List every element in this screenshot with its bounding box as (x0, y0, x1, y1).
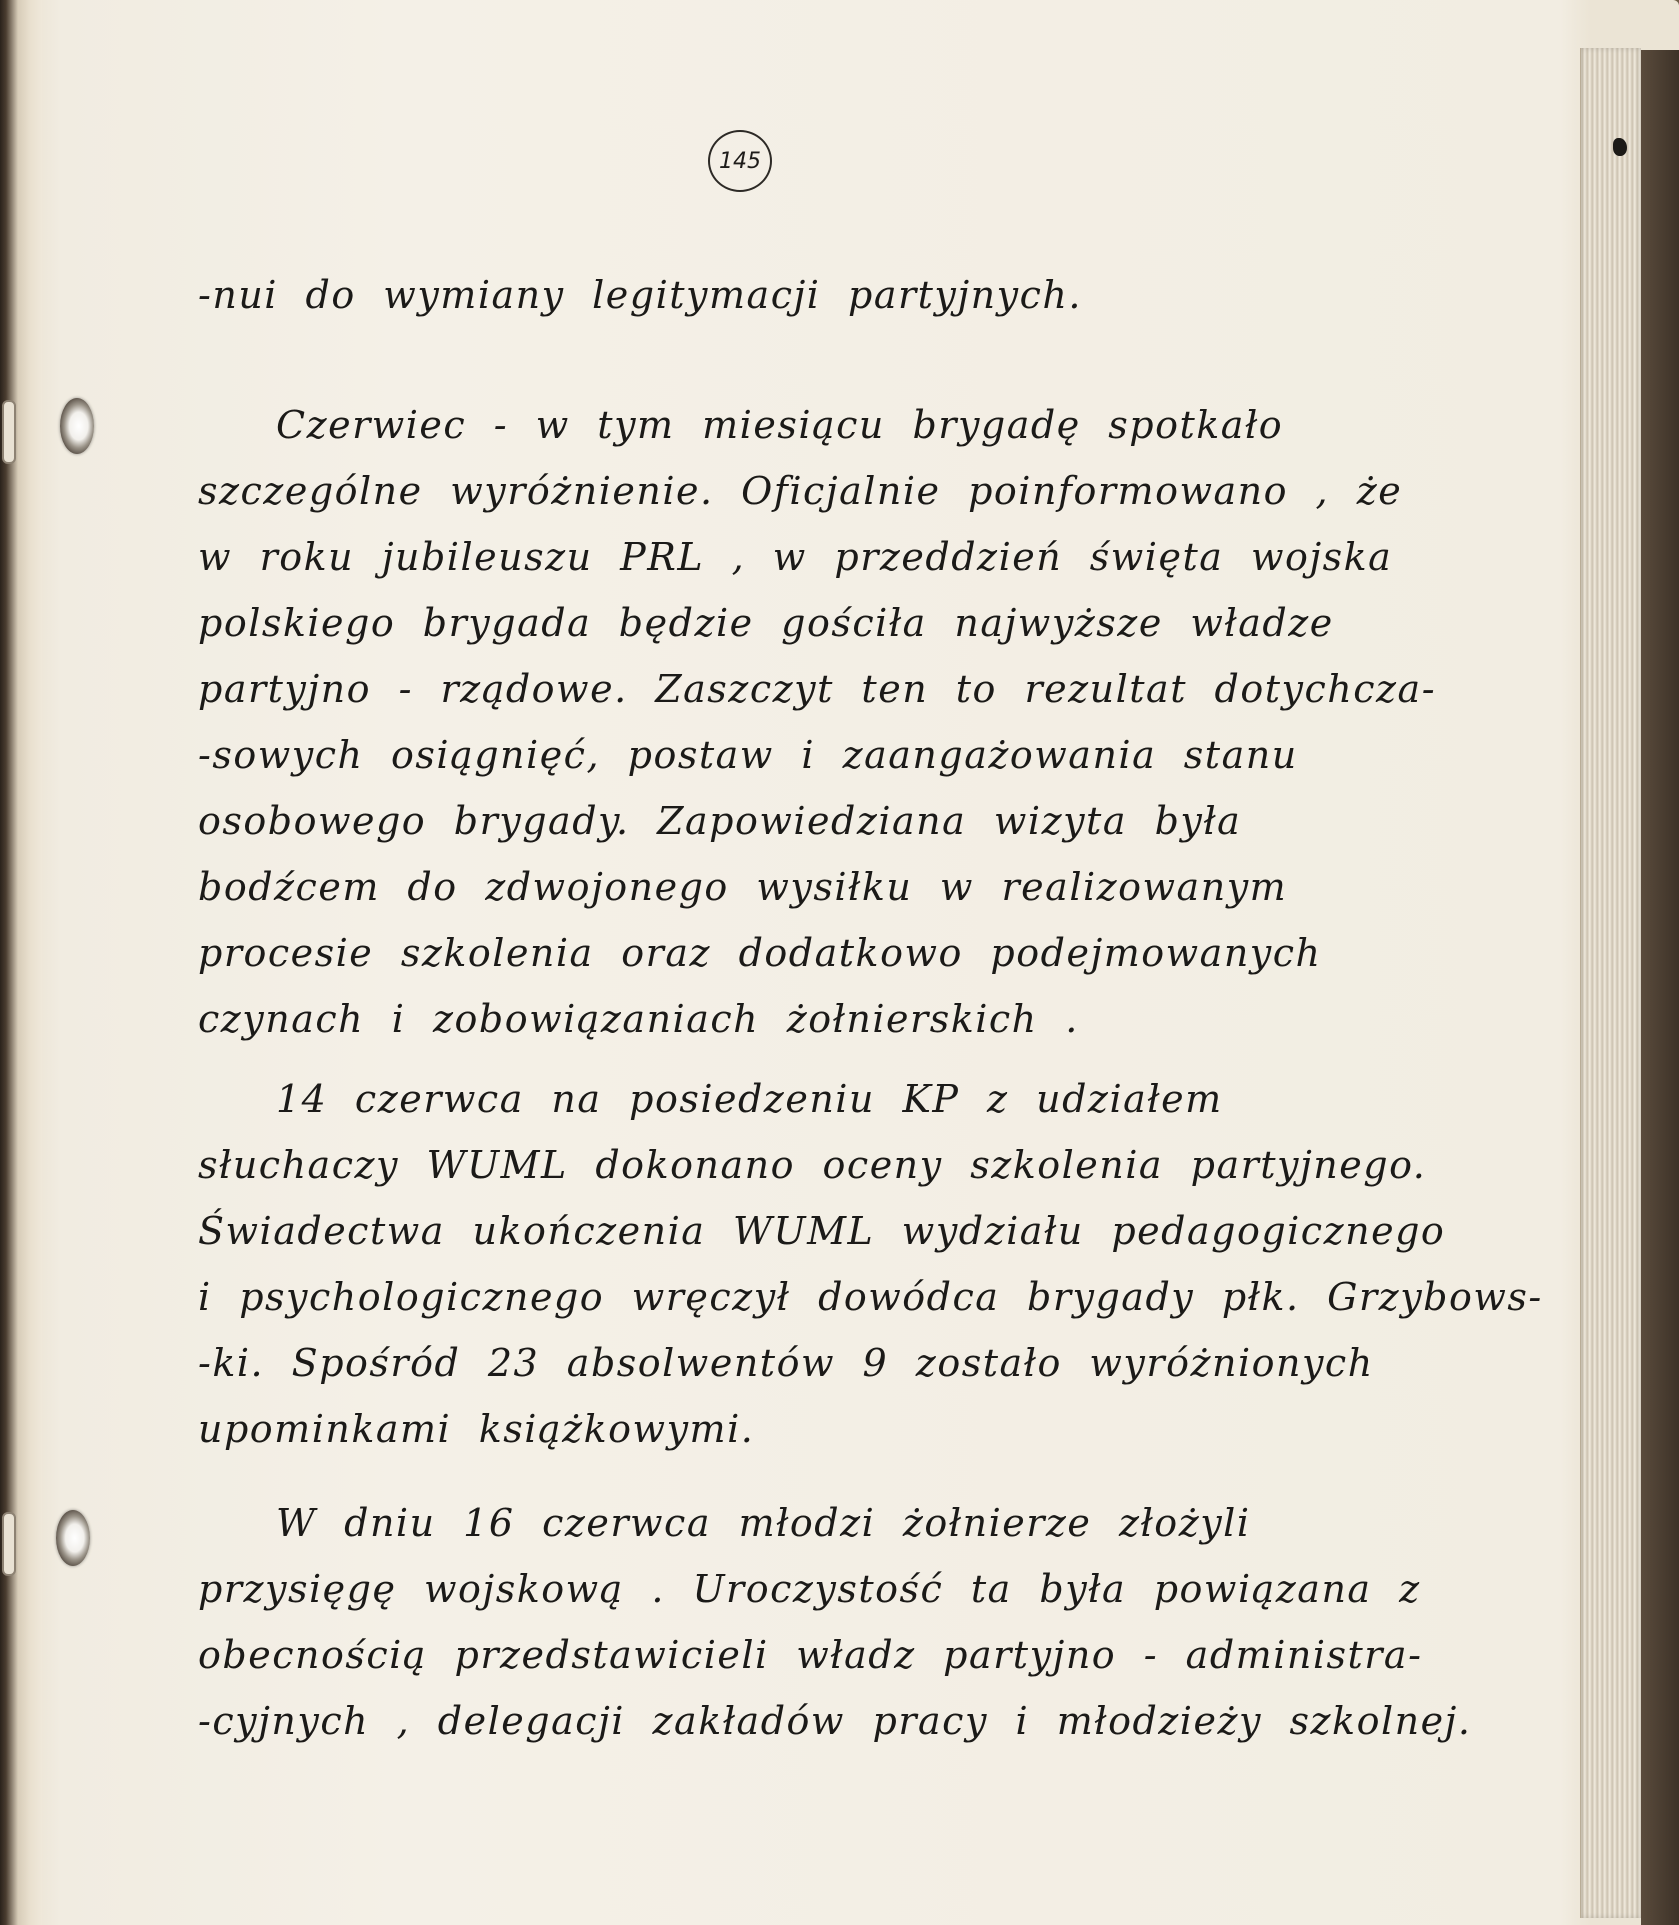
text-line: szczególne wyróżnienie. Oficjalnie poinformowano , że (198, 469, 1403, 513)
text-line: Czerwiec - w tym miesiącu brygadę spotkało (276, 403, 1284, 447)
text-line: W dniu 16 czerwca młodzi żołnierze złożyli (276, 1501, 1251, 1545)
text-line: przysięgę wojskową . Uroczystość ta była powiązana z (198, 1567, 1421, 1611)
text-line: i psychologicznego wręczył dowódca brygady płk. Grzybows- (198, 1275, 1543, 1319)
text-line: -nui do wymiany legitymacji partyjnych. (198, 273, 1082, 317)
text-line: słuchaczy WUML dokonano oceny szkolenia partyjnego. (198, 1143, 1427, 1187)
text-line: osobowego brygady. Zapowiedziana wizyta była (198, 799, 1242, 843)
text-line: polskiego brygada będzie gościła najwyższe władze (198, 601, 1334, 645)
text-line: 14 czerwca na posiedzeniu KP z udziałem (276, 1077, 1223, 1121)
punch-hole-upper (60, 398, 94, 454)
text-line: -sowych osiągnięć, postaw i zaangażowania stanu (198, 733, 1298, 777)
text-line: partyjno - rządowe. Zaszczyt ten to rezultat dotychcza- (198, 667, 1437, 711)
text-line: upominkami książkowymi. (198, 1407, 755, 1451)
punch-hole-lower (56, 1510, 90, 1566)
text-line: -cyjnych , delegacji zakładów pracy i młodzieży szkolnej. (198, 1699, 1472, 1743)
paragraph-2 (198, 392, 1528, 1052)
paragraph-1 (198, 262, 1528, 328)
page-number: 145 (719, 148, 761, 174)
paragraph-4 (198, 1490, 1528, 1754)
previous-page-curl (0, 0, 42, 1925)
paragraph-3 (198, 1066, 1543, 1462)
text-line: bodźcem do zdwojonego wysiłku w realizowanym (198, 865, 1288, 909)
text-line: obecnością przedstawicieli władz partyjno - administra- (198, 1633, 1423, 1677)
binder-ring-lower (2, 1512, 16, 1576)
text-line: Świadectwa ukończenia WUML wydziału pedagogicznego (198, 1209, 1446, 1253)
page-stack-edges (1580, 48, 1641, 1918)
binder-edge (1641, 50, 1679, 1925)
text-line: procesie szkolenia oraz dodatkowo podejmowanych (198, 931, 1322, 975)
page-number-circle (708, 130, 772, 192)
text-line: -ki. Spośród 23 absolwentów 9 zostało wyróżnionych (198, 1341, 1374, 1385)
ink-mark (1613, 138, 1627, 156)
binder-ring-upper (2, 400, 16, 464)
text-line: czynach i zobowiązaniach żołnierskich . (198, 997, 1079, 1041)
text-line: w roku jubileuszu PRL , w przeddzień święta wojska (198, 535, 1393, 579)
